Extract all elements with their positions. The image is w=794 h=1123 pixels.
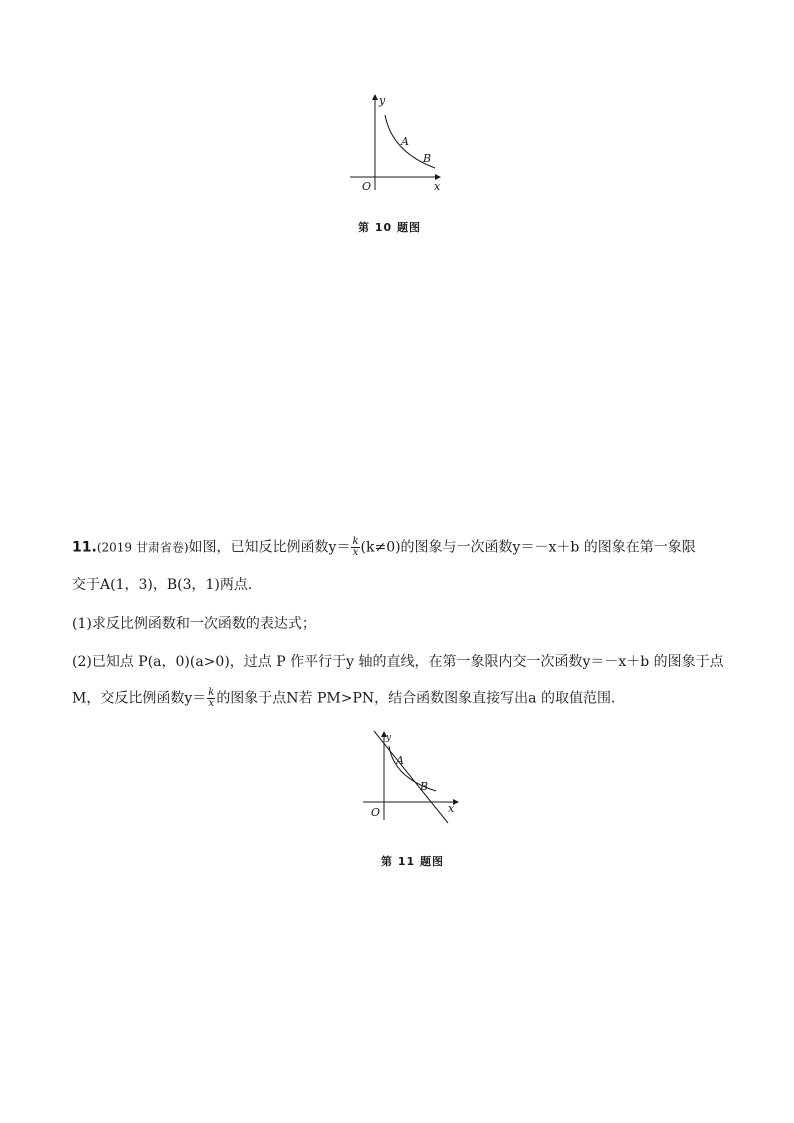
x-axis-label: x	[448, 802, 455, 815]
linear-function-line	[374, 731, 448, 823]
origin-label: O	[371, 806, 381, 819]
figure-10-caption: 第 10 题图	[358, 221, 421, 234]
point-a-label: A	[401, 135, 409, 148]
question-number: 11.	[72, 539, 97, 556]
question-source: (2019 甘肃省卷)	[96, 540, 189, 555]
question-text-part: 如图，已知反比例函数y＝	[188, 539, 351, 556]
question-text-part: 的图象于点N若 PM>PN，结合函数图象直接写出a 的取值范围.	[216, 690, 616, 707]
y-axis-label: y	[386, 733, 392, 743]
x-axis-label: x	[434, 180, 441, 193]
origin-label: O	[362, 180, 372, 193]
point-a-label: A	[396, 754, 404, 767]
point-b-label: B	[423, 152, 432, 165]
figure-11-caption: 第 11 题图	[381, 855, 444, 868]
question-11-part-2-line-2	[72, 688, 615, 709]
fraction-k-over-x: $\frac{k}{x}$	[208, 687, 215, 709]
question-11-part-1: (1)求反比例函数和一次函数的表达式；	[72, 616, 316, 632]
question-11-line-1	[72, 537, 696, 558]
y-axis-label: y	[379, 94, 386, 107]
fraction-k-over-x: $\frac{k}{x}$	[352, 536, 359, 558]
question-text-part: M，交反比例函数y＝	[72, 690, 207, 707]
hyperbola-curve	[389, 746, 436, 791]
question-text-part: (k≠0)的图象与一次函数y＝－x＋b 的图象在第一象限	[360, 539, 696, 556]
figure-10-graph	[340, 90, 450, 200]
figure-11-graph	[358, 728, 468, 828]
question-11-part-2-line-1: (2)已知点 P(a，0)(a>0)，过点 P 作平行于y 轴的直线，在第一象限内交一次函数y＝－x＋b 的图象于点	[72, 654, 724, 670]
question-11-line-2: 交于A(1，3)，B(3，1)两点.	[72, 577, 253, 593]
point-b-label: B	[420, 780, 429, 793]
